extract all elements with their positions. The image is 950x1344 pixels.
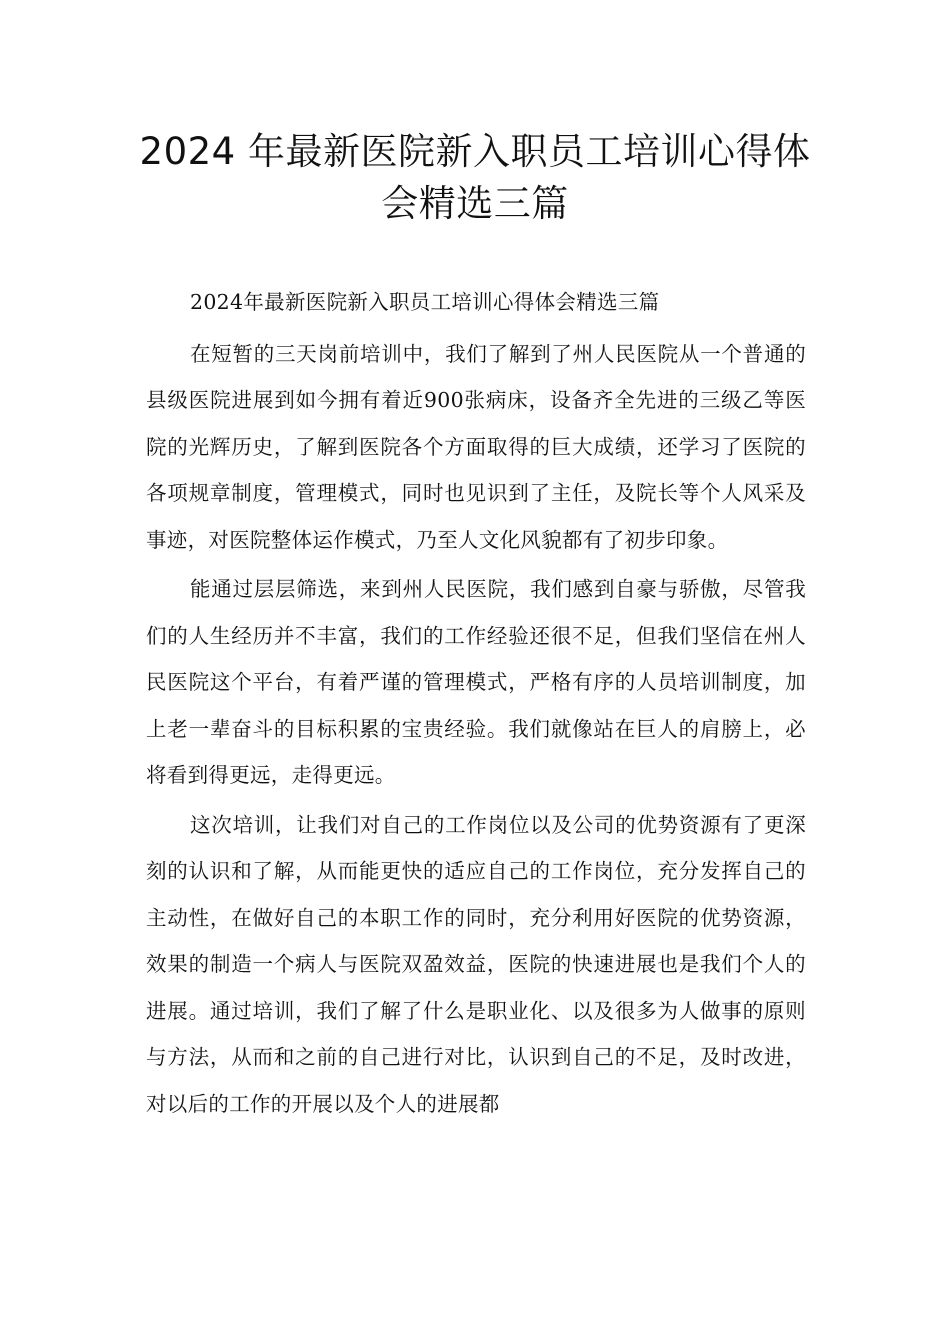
paragraph-3: 这次培训，让我们对自己的工作岗位以及公司的优势资源有了更深刻的认识和了解，从而能更快的适应自己的工作岗位，充分发挥自己的主动性，在做好自己的本职工作的同时，充分利用好医院的优势资源，效果的制造一个病人与医院双盈效益，医院的快速进展也是我们个人的进展。通过培训，我们了解了什么是职业化、以及很多为人做事的原则与方法，从而和之前的自己进行对比，认识到自己的不足，及时改进，对以后的工作的开展以及个人的进展都 [146,812,806,1116]
paragraph-2: 能通过层层筛选，来到州人民医院，我们感到自豪与骄傲，尽管我们的人生经历并不丰富，我们的工作经验还很不足，但我们坚信在州人民医院这个平台，有着严谨的管理模式，严格有序的人员培训制度，加上老一辈奋斗的目标积累的宝贵经验。我们就像站在巨人的肩膀上，必将看到得更远，走得更远。 [146,577,806,787]
paragraph-1: 在短暂的三天岗前培训中，我们了解到了州人民医院从一个普通的县级医院进展到如今拥有着近900张病床，设备齐全先进的三级乙等医院的光辉历史，了解到医院各个方面取得的巨大成绩，还学习了医院的各项规章制度，管理模式，同时也见识到了主任，及院长等个人风采及事迹，对医院整体运作模式，乃至人文化风貌都有了初步印象。 [146,341,806,552]
document-title-line-2: 会精选三篇 [381,182,569,225]
document-subtitle: 2024年最新医院新入职员工培训心得体会精选三篇 [190,290,660,314]
document-title-line-1: 2024 年最新医院新入职员工培训心得体 [139,130,811,173]
document-body [146,279,806,1130]
document-title [100,126,850,230]
